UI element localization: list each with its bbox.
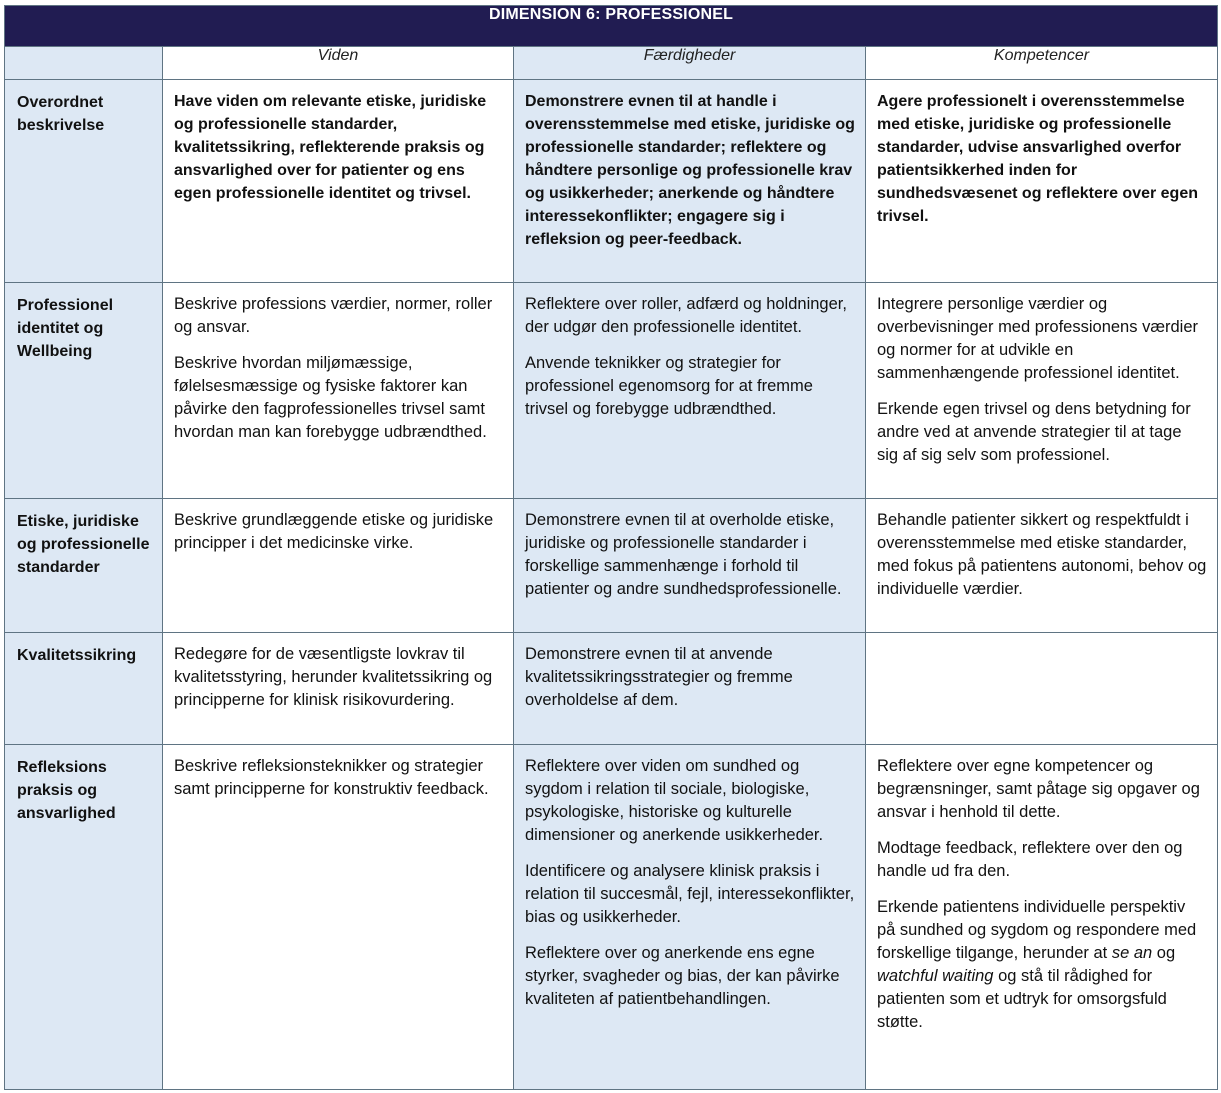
corner-header xyxy=(5,47,163,80)
cell-text: Identificere og analysere klinisk praksis i relation til succesmål, fejl, interessekonflikter, bias og usikkerheder. xyxy=(525,862,855,926)
cell-faerdigheder xyxy=(514,499,866,633)
cell-viden xyxy=(163,499,514,633)
table-title: DIMENSION 6: PROFESSIONEL xyxy=(5,6,1218,47)
cell-faerdigheder xyxy=(514,80,866,283)
cell-text: Reflektere over og anerkende ens egne styrker, svagheder og bias, der kan påvirke kvaliteten af patientbehandlingen. xyxy=(525,944,840,1008)
text-run: og xyxy=(1152,944,1176,962)
italic-term: se an xyxy=(1111,944,1153,962)
row-label: Kvalitetssikring xyxy=(5,633,163,745)
cell-kompetencer-empty xyxy=(866,633,1218,745)
cell-text: Beskrive professions værdier, normer, roller og ansvar. xyxy=(174,295,493,336)
cell-text: Beskrive grundlæggende etiske og juridiske principper i det medicinske virke. xyxy=(174,511,494,552)
cell-faerdigheder xyxy=(514,633,866,745)
dimension-table xyxy=(4,5,1218,1090)
cell-text: Reflektere over roller, adfærd og holdninger, der udgør den professionelle identitet. xyxy=(525,295,847,336)
cell-text: Beskrive refleksionsteknikker og strategier samt principperne for konstruktiv feedback. xyxy=(174,757,489,798)
cell-text-rich xyxy=(877,896,1207,1034)
cell-viden xyxy=(163,633,514,745)
cell-kompetencer xyxy=(866,80,1218,283)
row-label: Etiske, juridiske og professionelle standarder xyxy=(5,499,163,633)
table-row xyxy=(5,283,1218,499)
text-run: Erkende patientens individuelle perspektiv på sundhed og sygdom og respondere med forskellige tilgange, herunder at xyxy=(877,898,1197,962)
cell-kompetencer xyxy=(866,283,1218,499)
column-header-viden: Viden xyxy=(163,47,514,80)
cell-text: Demonstrere evnen til at overholde etiske, juridiske og professionelle standarder i forskellige sammenhænge i forhold til patienter og andre sundhedsprofessionelle. xyxy=(525,511,842,598)
column-header-faerdigheder: Færdigheder xyxy=(514,47,866,80)
cell-text: Reflektere over viden om sundhed og sygdom i relation til sociale, biologiske, psykologiske, historiske og kulturelle dimensioner og anerkende usikkerheder. xyxy=(525,757,824,844)
cell-text: Modtage feedback, reflektere over den og handle ud fra den. xyxy=(877,839,1183,880)
cell-text: Erkende egen trivsel og dens betydning for andre ved at anvende strategier til at tage sig af sig selv som professionel. xyxy=(877,400,1191,464)
cell-text: Have viden om relevante etiske, juridiske og professionelle standarder, kvalitetssikring, reflekterende praksis og ansvarlighed over for patienter og ens egen professionelle identitet og trivsel. xyxy=(174,93,487,202)
cell-text: Demonstrere evnen til at anvende kvalitetssikringsstrategier og fremme overholdelse af dem. xyxy=(525,645,793,709)
table-row xyxy=(5,499,1218,633)
row-label: Overordnet beskrivelse xyxy=(5,80,163,283)
table-row xyxy=(5,80,1218,283)
cell-text: Behandle patienter sikkert og respektfuldt i overensstemmelse med etiske standarder, med fokus på patientens autonomi, behov og individuelle værdier. xyxy=(877,511,1207,598)
cell-viden xyxy=(163,283,514,499)
cell-faerdigheder xyxy=(514,745,866,1090)
cell-text: Beskrive hvordan miljømæssige, følelsesmæssige og fysiske faktorer kan påvirke den fagprofessionelles trivsel samt hvordan man kan forebygge udbrændthed. xyxy=(174,354,487,441)
italic-term: watchful waiting xyxy=(877,967,994,985)
cell-viden xyxy=(163,745,514,1090)
column-header-kompetencer: Kompetencer xyxy=(866,47,1218,80)
cell-kompetencer xyxy=(866,745,1218,1090)
cell-viden xyxy=(163,80,514,283)
cell-text: Redegøre for de væsentligste lovkrav til kvalitetsstyring, herunder kvalitetssikring og principperne for klinisk risikovurdering. xyxy=(174,645,493,709)
text-run: og stå til rådighed for patienten som et udtryk for omsorgsfuld støtte. xyxy=(877,967,1167,1031)
row-label: Refleksions praksis og ansvarlighed xyxy=(5,745,163,1090)
table-row xyxy=(5,745,1218,1090)
cell-kompetencer xyxy=(866,499,1218,633)
cell-text: Integrere personlige værdier og overbevisninger med professionens værdier og normer for at udvikle en sammenhængende professionel identitet. xyxy=(877,295,1198,382)
cell-text: Reflektere over egne kompetencer og begrænsninger, samt påtage sig opgaver og ansvar i henhold til dette. xyxy=(877,757,1200,821)
cell-text: Anvende teknikker og strategier for professionel egenomsorg for at fremme trivsel og forebygge udbrændthed. xyxy=(525,354,813,418)
table-row xyxy=(5,633,1218,745)
cell-text: Demonstrere evnen til at handle i overensstemmelse med etiske, juridiske og professionelle standarder; reflektere og håndtere personlige og professionelle krav og usikkerheder; anerkende og håndtere interessekonflikter; engagere sig i refleksion og peer-feedback. xyxy=(525,93,855,248)
cell-faerdigheder xyxy=(514,283,866,499)
cell-text: Agere professionelt i overensstemmelse med etiske, juridiske og professionelle standarder, udvise ansvarlighed overfor patientsikkerhed inden for sundhedsvæsenet og reflektere over egen trivsel. xyxy=(877,93,1198,225)
row-label: Professionel identitet og Wellbeing xyxy=(5,283,163,499)
